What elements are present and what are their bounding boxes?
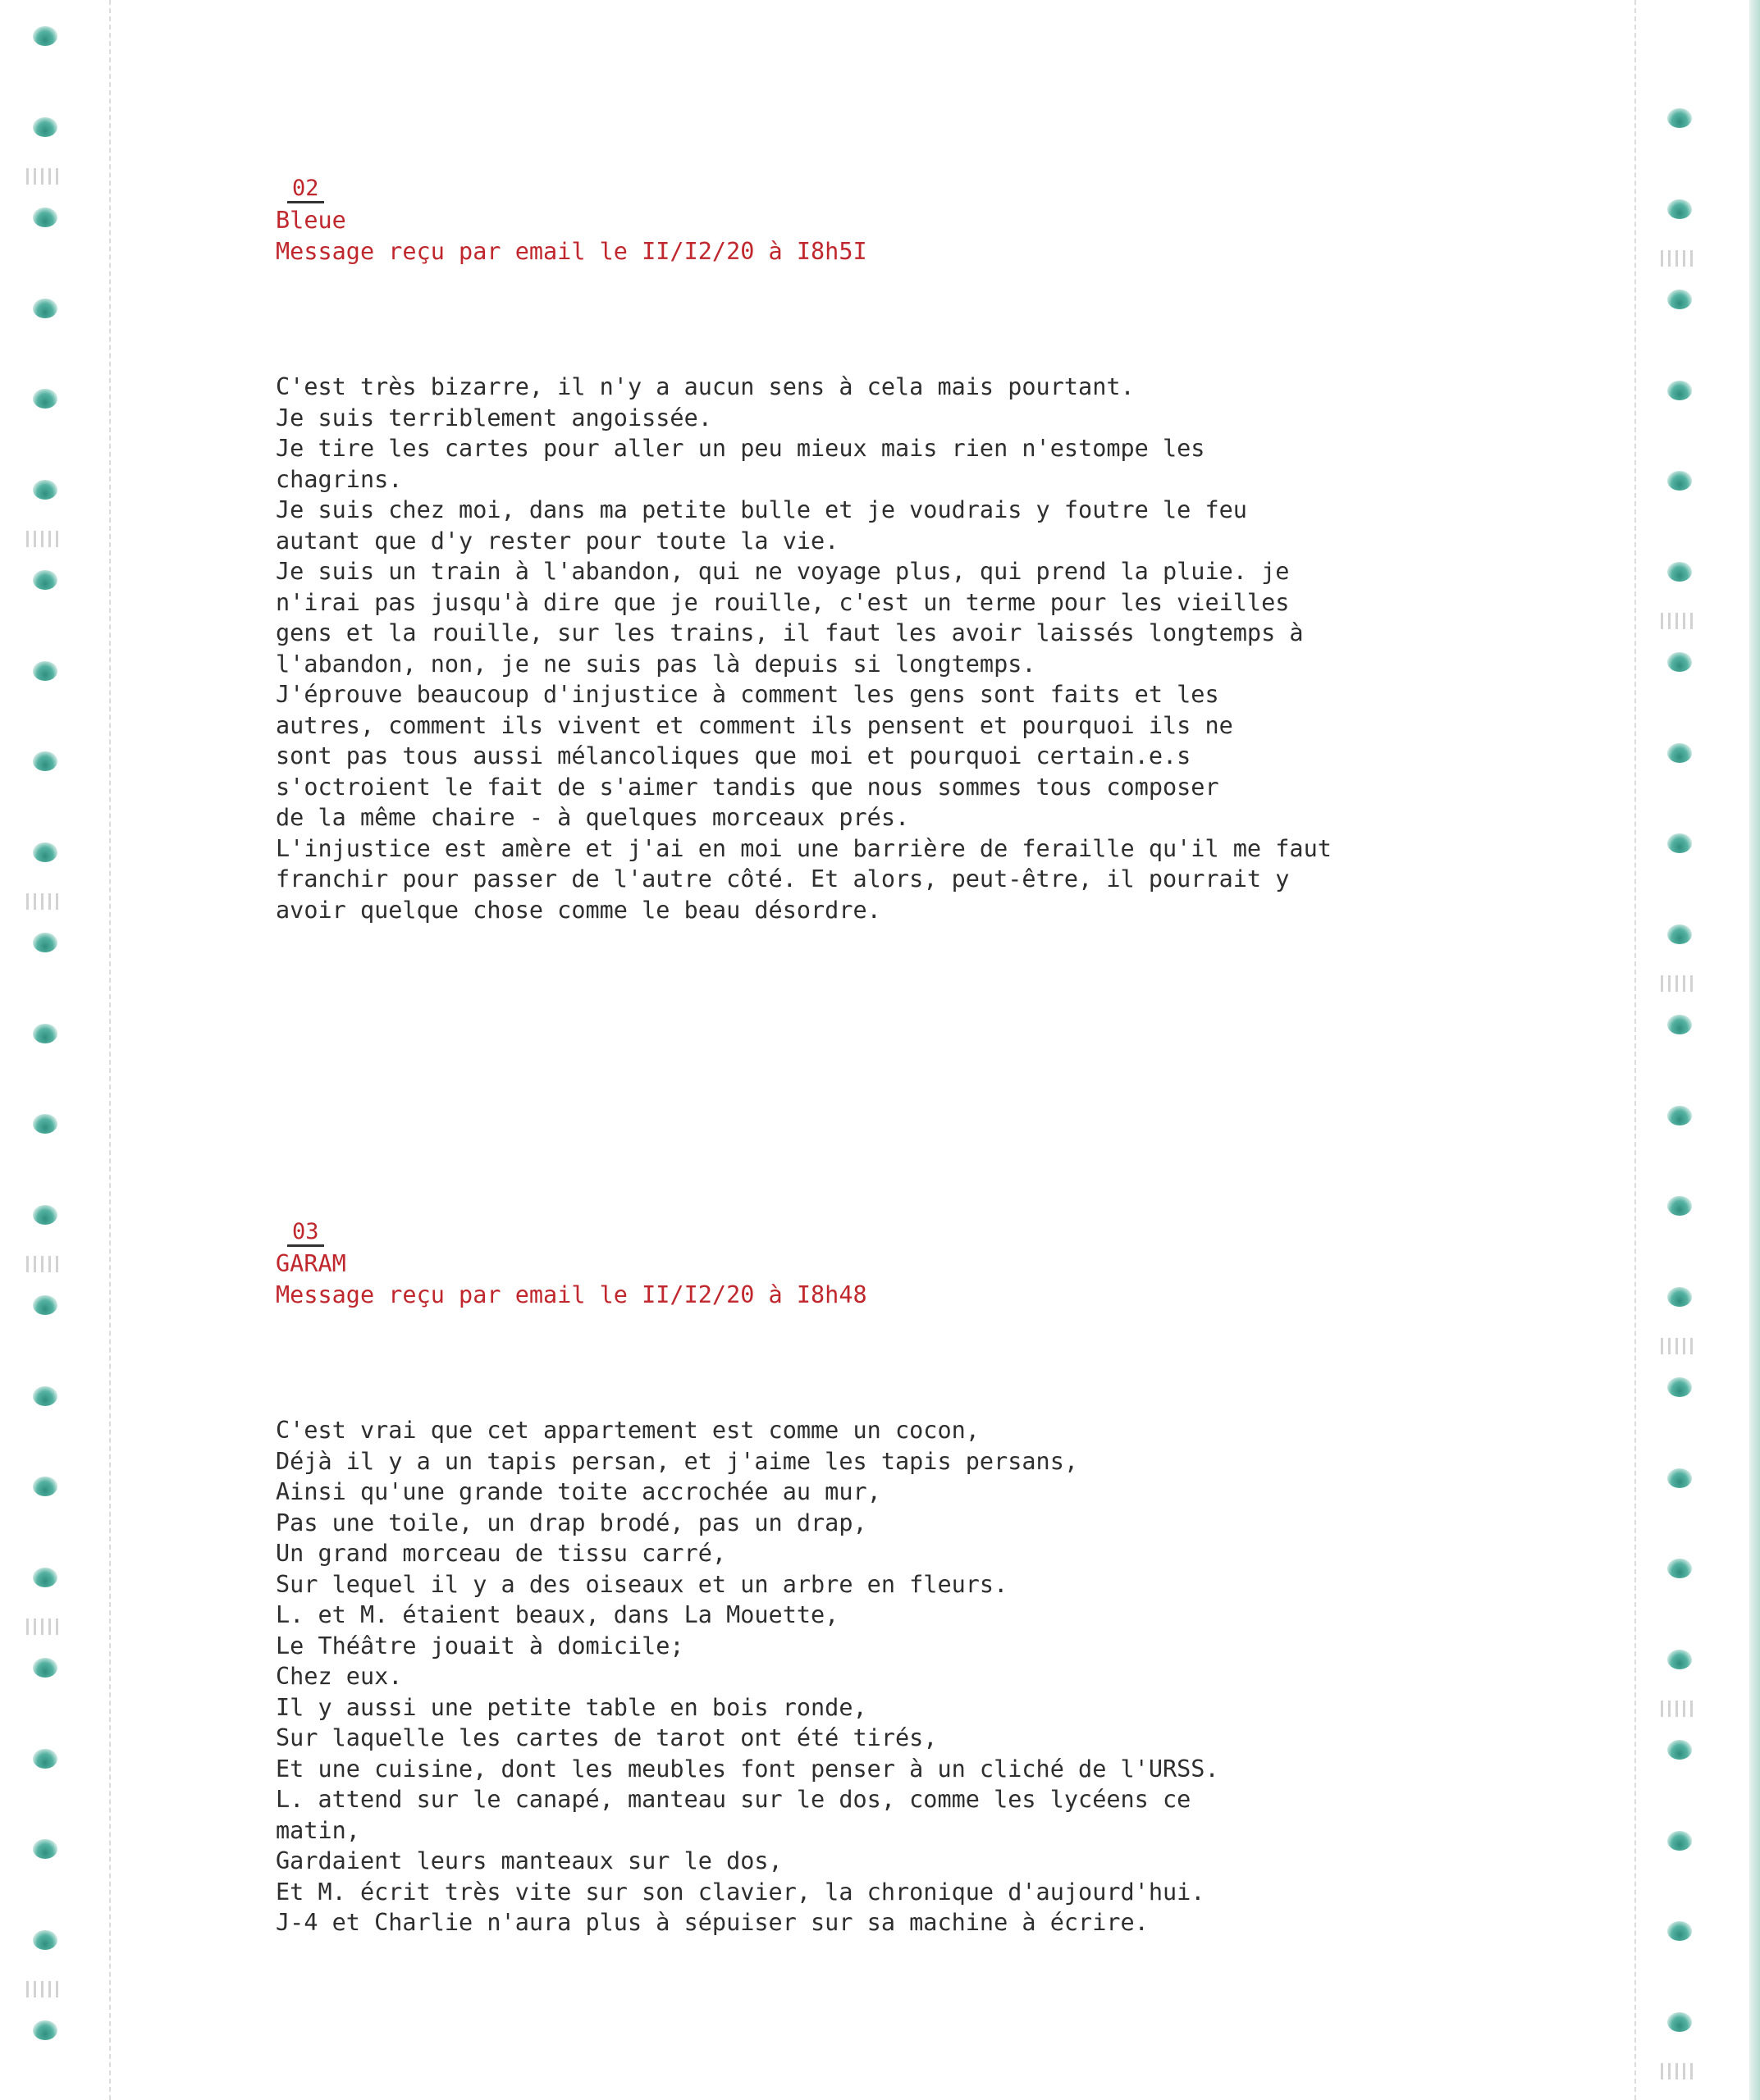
text-line: Sur laquelle les cartes de tarot ont été tirés, bbox=[276, 1724, 938, 1751]
perforation-tick-marks bbox=[26, 893, 59, 910]
tractor-hole-icon bbox=[33, 1749, 57, 1769]
text-line: Un grand morceau de tissu carré, bbox=[276, 1540, 727, 1567]
paper-edge-shadow bbox=[1749, 0, 1760, 2100]
entry-body bbox=[276, 1415, 1441, 1938]
text-line: Gardaient leurs manteaux sur le dos, bbox=[276, 1847, 783, 1874]
text-line: Déjà il y a un tapis persan, et j'aime les tapis persans, bbox=[276, 1447, 1079, 1475]
perforation-tick-marks bbox=[1661, 975, 1694, 992]
tractor-hole-icon bbox=[1667, 1196, 1692, 1216]
perforation-tick-marks bbox=[1661, 1701, 1694, 1717]
tractor-hole-icon bbox=[33, 933, 57, 952]
tractor-hole-icon bbox=[1667, 1287, 1692, 1307]
text-line: matin, bbox=[276, 1816, 360, 1844]
text-line: Il y aussi une petite table en bois ronde, bbox=[276, 1693, 867, 1721]
tractor-hole-icon bbox=[1667, 1015, 1692, 1034]
text-line: s'octroient le fait de s'aimer tandis que nous sommes tous composer bbox=[276, 773, 1219, 801]
perforation-tick-marks bbox=[26, 1256, 59, 1272]
entry-02 bbox=[276, 172, 1441, 925]
tractor-hole-icon bbox=[1667, 1106, 1692, 1125]
tractor-hole-icon bbox=[1667, 108, 1692, 128]
text-line: L. et M. étaient beaux, dans La Mouette, bbox=[276, 1601, 839, 1628]
text-line: autant que d'y rester pour toute la vie. bbox=[276, 527, 839, 555]
text-line: Je suis terriblement angoissée. bbox=[276, 404, 712, 431]
text-line: sont pas tous aussi mélancoliques que moi et pourquoi certain.e.s bbox=[276, 742, 1191, 769]
text-line: Je suis chez moi, dans ma petite bulle et je voudrais y foutre le feu bbox=[276, 496, 1247, 523]
tractor-hole-icon bbox=[33, 208, 57, 227]
tractor-hole-icon bbox=[1667, 1377, 1692, 1397]
tractor-hole-icon bbox=[33, 480, 57, 500]
entry-number: 03 bbox=[287, 1220, 324, 1247]
text-line: Pas une toile, un drap brodé, pas un drap, bbox=[276, 1509, 867, 1536]
text-line: chagrins. bbox=[276, 465, 403, 493]
text-line: J-4 et Charlie n'aura plus à sépuiser sur sa machine à écrire. bbox=[276, 1909, 1149, 1936]
tractor-hole-icon bbox=[33, 1658, 57, 1678]
text-line: Ainsi qu'une grande toite accrochée au mur, bbox=[276, 1478, 881, 1505]
tractor-hole-icon bbox=[33, 570, 57, 590]
text-line: avoir quelque chose comme le beau désordre. bbox=[276, 896, 881, 924]
text-line: C'est très bizarre, il n'y a aucun sens à cela mais pourtant. bbox=[276, 373, 1135, 400]
tractor-hole-icon bbox=[1667, 1740, 1692, 1760]
tractor-hole-icon bbox=[33, 1568, 57, 1587]
tractor-hole-icon bbox=[1667, 1921, 1692, 1941]
text-line: Et une cuisine, dont les meubles font penser à un cliché de l'URSS. bbox=[276, 1755, 1219, 1783]
text-line: Je tire les cartes pour aller un peu mieux mais rien n'estompe les bbox=[276, 435, 1205, 462]
perforation-tick-marks bbox=[26, 531, 59, 547]
tractor-hole-icon bbox=[33, 389, 57, 409]
tractor-hole-icon bbox=[33, 1114, 57, 1134]
perforation-tick-marks bbox=[1661, 1338, 1694, 1354]
perforation-tick-marks bbox=[26, 168, 59, 185]
entry-author: Bleue bbox=[276, 207, 346, 234]
left-tractor-strip bbox=[0, 0, 111, 2100]
text-line: n'irai pas jusqu'à dire que je rouille, c'est un terme pour les vieilles bbox=[276, 588, 1290, 616]
tractor-hole-icon bbox=[33, 1295, 57, 1315]
text-line: J'éprouve beaucoup d'injustice à comment les gens sont faits et les bbox=[276, 681, 1219, 708]
text-line: Le Théâtre jouait à domicile; bbox=[276, 1632, 684, 1659]
tractor-hole-icon bbox=[33, 299, 57, 318]
text-line: L'injustice est amère et j'ai en moi une barrière de feraille qu'il me faut bbox=[276, 834, 1332, 862]
tractor-hole-icon bbox=[33, 661, 57, 681]
tractor-hole-icon bbox=[33, 751, 57, 771]
text-line: l'abandon, non, je ne suis pas là depuis si longtemps. bbox=[276, 650, 1036, 678]
text-line: Je suis un train à l'abandon, qui ne voyage plus, qui prend la pluie. je bbox=[276, 558, 1290, 585]
tractor-hole-icon bbox=[33, 1386, 57, 1406]
tractor-hole-icon bbox=[33, 2020, 57, 2040]
perforation-tick-marks bbox=[1661, 250, 1694, 267]
tractor-hole-icon bbox=[1667, 1559, 1692, 1578]
tractor-hole-icon bbox=[1667, 652, 1692, 672]
text-line: autres, comment ils vivent et comment ils pensent et pourquoi ils ne bbox=[276, 711, 1233, 739]
entry-author: GARAM bbox=[276, 1250, 346, 1277]
tractor-hole-icon bbox=[1667, 1831, 1692, 1851]
entry-meta: Message reçu par email le II/I2/20 à I8h48 bbox=[276, 1281, 867, 1308]
perforation-tick-marks bbox=[26, 1981, 59, 1997]
tractor-hole-icon bbox=[33, 1839, 57, 1859]
text-line: franchir pour passer de l'autre côté. Et alors, peut-être, il pourrait y bbox=[276, 865, 1290, 892]
tractor-hole-icon bbox=[33, 842, 57, 862]
tractor-hole-icon bbox=[33, 1205, 57, 1225]
tractor-hole-icon bbox=[1667, 924, 1692, 944]
text-line: L. attend sur le canapé, manteau sur le dos, comme les lycéens ce bbox=[276, 1786, 1191, 1813]
text-line: de la même chaire - à quelques morceaux prés. bbox=[276, 804, 910, 831]
tractor-hole-icon bbox=[1667, 2012, 1692, 2032]
perforation-tick-marks bbox=[26, 1618, 59, 1635]
left-perforation-line bbox=[109, 0, 111, 2100]
tractor-hole-icon bbox=[33, 1930, 57, 1950]
text-line: Et M. écrit très vite sur son clavier, la chronique d'aujourd'hui. bbox=[276, 1878, 1205, 1906]
perforation-tick-marks bbox=[1661, 613, 1694, 629]
tractor-hole-icon bbox=[1667, 381, 1692, 400]
text-line: Chez eux. bbox=[276, 1663, 403, 1690]
text-line: gens et la rouille, sur les trains, il faut les avoir laissés longtemps à bbox=[276, 619, 1304, 646]
right-tractor-strip bbox=[1633, 0, 1760, 2100]
tractor-hole-icon bbox=[1667, 290, 1692, 309]
entry-number: 02 bbox=[287, 176, 324, 203]
tractor-hole-icon bbox=[1667, 743, 1692, 763]
tractor-hole-icon bbox=[1667, 199, 1692, 219]
entry-meta: Message reçu par email le II/I2/20 à I8h5I bbox=[276, 237, 867, 265]
tractor-hole-icon bbox=[33, 1024, 57, 1043]
text-line: C'est vrai que cet appartement est comme un cocon, bbox=[276, 1417, 980, 1444]
tractor-hole-icon bbox=[1667, 1468, 1692, 1488]
right-perforation-line bbox=[1634, 0, 1636, 2100]
tractor-hole-icon bbox=[33, 1477, 57, 1496]
tractor-hole-icon bbox=[33, 26, 57, 46]
entry-03 bbox=[276, 1216, 1441, 1938]
tractor-hole-icon bbox=[1667, 562, 1692, 582]
tractor-hole-icon bbox=[1667, 833, 1692, 853]
text-line: Sur lequel il y a des oiseaux et un arbre en fleurs. bbox=[276, 1570, 1008, 1598]
tractor-hole-icon bbox=[1667, 1650, 1692, 1669]
entry-body bbox=[276, 372, 1441, 925]
tractor-hole-icon bbox=[1667, 471, 1692, 491]
perforation-tick-marks bbox=[1661, 2063, 1694, 2079]
tractor-hole-icon bbox=[33, 117, 57, 137]
